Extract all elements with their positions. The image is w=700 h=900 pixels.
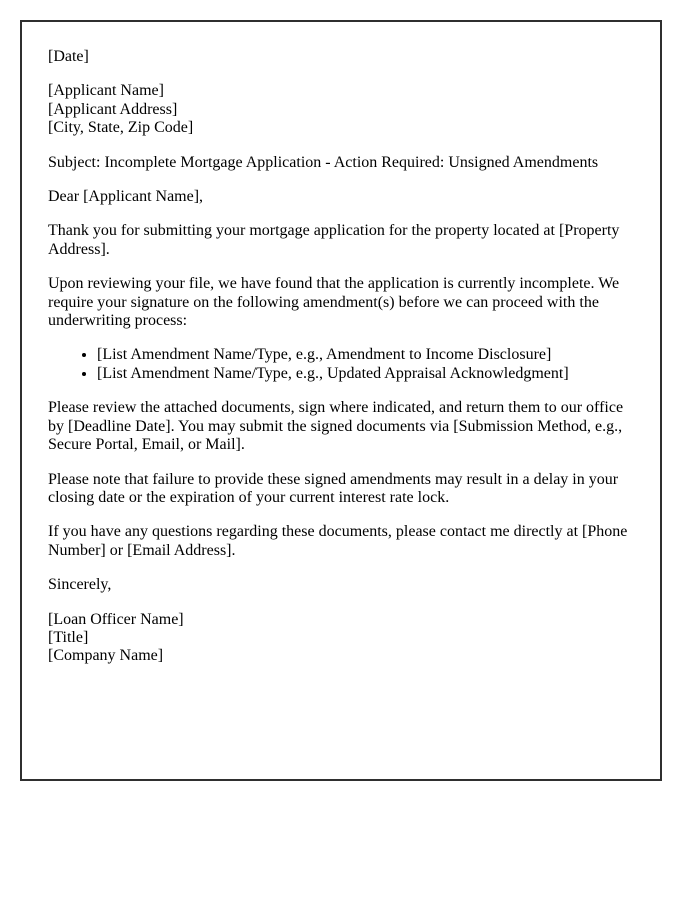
signature-company: [Company Name] [48, 647, 164, 665]
closing: Sincerely, [48, 576, 112, 594]
paragraph-contact: If you have any questions regarding these documents, please contact me directly at [Phone Number] or [Email Address]. [48, 523, 628, 559]
paragraph-intro: Thank you for submitting your mortgage application for the property located at [Property Address]. [48, 222, 620, 258]
signature-block [48, 611, 634, 666]
salutation: Dear [Applicant Name], [48, 188, 204, 206]
signature-name: [Loan Officer Name] [48, 610, 184, 628]
letter-document [20, 20, 662, 781]
recipient-address-block [48, 82, 634, 137]
paragraph-review-notice: Upon reviewing your file, we have found that the application is currently incomplete. We require your signature on the following amendment(s) before we can proceed with the underwriting process: [48, 275, 620, 330]
amendment-item: • [List Amendment Name/Type, e.g., Amendment to Income Disclosure] [97, 346, 634, 364]
paragraph-instructions: Please review the attached documents, sign where indicated, and return them to our office by [Deadline Date]. You may submit the signed documents via [Submission Method, e.g., Secure Portal, Email, or Mail]. [48, 399, 624, 454]
paragraph-warning: Please note that failure to provide these signed amendments may result in a delay in your closing date or the expiration of your current interest rate lock. [48, 470, 619, 506]
amendment-item: • [List Amendment Name/Type, e.g., Updated Appraisal Acknowledgment] [97, 365, 634, 383]
recipient-name: [Applicant Name] [48, 82, 164, 100]
amendments-list [48, 346, 634, 383]
date-line: [Date] [48, 48, 89, 65]
subject-line: Subject: Incomplete Mortgage Application - Action Required: Unsigned Amendments [48, 153, 599, 171]
signature-title: [Title] [48, 628, 89, 646]
recipient-city-state-zip: [City, State, Zip Code] [48, 119, 194, 137]
recipient-street-address: [Applicant Address] [48, 100, 178, 118]
